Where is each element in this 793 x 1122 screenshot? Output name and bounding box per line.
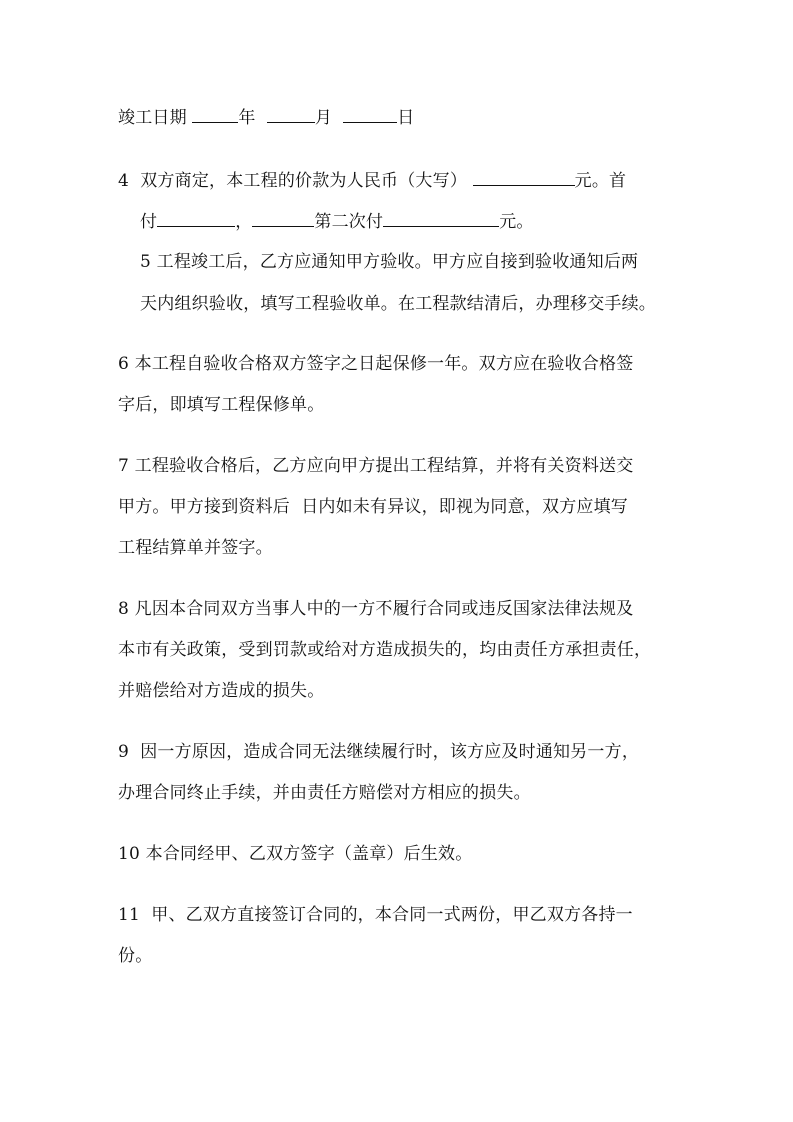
second-blank bbox=[252, 208, 314, 227]
day-label: 日 bbox=[397, 108, 415, 128]
clause-9-line-2: 办理合同终止手续，并由责任方赔偿对方相应的损失。 bbox=[118, 783, 531, 803]
clause-4-text-a: 4 双方商定，本工程的价款为人民币（大写） bbox=[118, 171, 468, 191]
first-payment-blank bbox=[157, 208, 235, 227]
completion-date-label: 竣工日期 bbox=[118, 108, 187, 128]
year-label: 年 bbox=[238, 108, 256, 128]
clause-7-line-1: 7 工程验收合格后，乙方应向甲方提出工程结算，并将有关资料送交 bbox=[118, 456, 634, 476]
clause-8-line-2: 本市有关政策，受到罚款或给对方造成损失的，均由责任方承担责任， bbox=[118, 640, 652, 660]
second-payment-blank bbox=[383, 208, 499, 227]
clause-10-line-1: 10 本合同经甲、乙双方签字（盖章）后生效。 bbox=[118, 844, 473, 864]
clause-6-line-1: 6 本工程自验收合格双方签字之日起保修一年。双方应在验收合格签 bbox=[118, 354, 634, 374]
clause-4-text-c: 付 bbox=[140, 212, 158, 232]
clause-6-line-2: 字后，即填写工程保修单。 bbox=[118, 395, 325, 415]
price-blank bbox=[473, 167, 575, 186]
day-blank bbox=[343, 104, 397, 123]
clause-4-line-1 bbox=[118, 167, 626, 193]
month-blank bbox=[267, 104, 315, 123]
clause-8-line-1: 8 凡因本合同双方当事人中的一方不履行合同或违反国家法律法规及 bbox=[118, 599, 634, 619]
year-blank bbox=[192, 104, 238, 123]
clause-4-text-e: 第二次付 bbox=[314, 212, 384, 232]
clause-4-text-f: 元。 bbox=[499, 212, 534, 232]
completion-date-line bbox=[118, 104, 414, 130]
clause-4-line-2 bbox=[140, 208, 534, 234]
clause-4-text-d: ， bbox=[235, 212, 253, 232]
clause-9-line-1: 9 因一方原因，造成合同无法继续履行时，该方应及时通知另一方， bbox=[118, 742, 640, 762]
clause-5-line-1: 5 工程竣工后，乙方应通知甲方验收。甲方应自接到验收通知后两 bbox=[140, 252, 639, 272]
clause-7-line-3: 工程结算单并签字。 bbox=[118, 538, 273, 558]
clause-11-line-2: 份。 bbox=[118, 946, 153, 966]
clause-4-text-b: 元。首 bbox=[574, 171, 627, 191]
month-label: 月 bbox=[314, 108, 333, 128]
clause-8-line-3: 并赔偿给对方造成的损失。 bbox=[118, 681, 325, 701]
clause-5-line-2: 天内组织验收，填写工程验收单。在工程款结清后，办理移交手续。 bbox=[140, 294, 656, 314]
clause-11-line-1: 11 甲、乙双方直接签订合同的，本合同一式两份，甲乙双方各持一 bbox=[118, 905, 633, 925]
clause-7-line-2: 甲方。甲方接到资料后 日内如未有异议，即视为同意，双方应填写 bbox=[118, 497, 629, 517]
